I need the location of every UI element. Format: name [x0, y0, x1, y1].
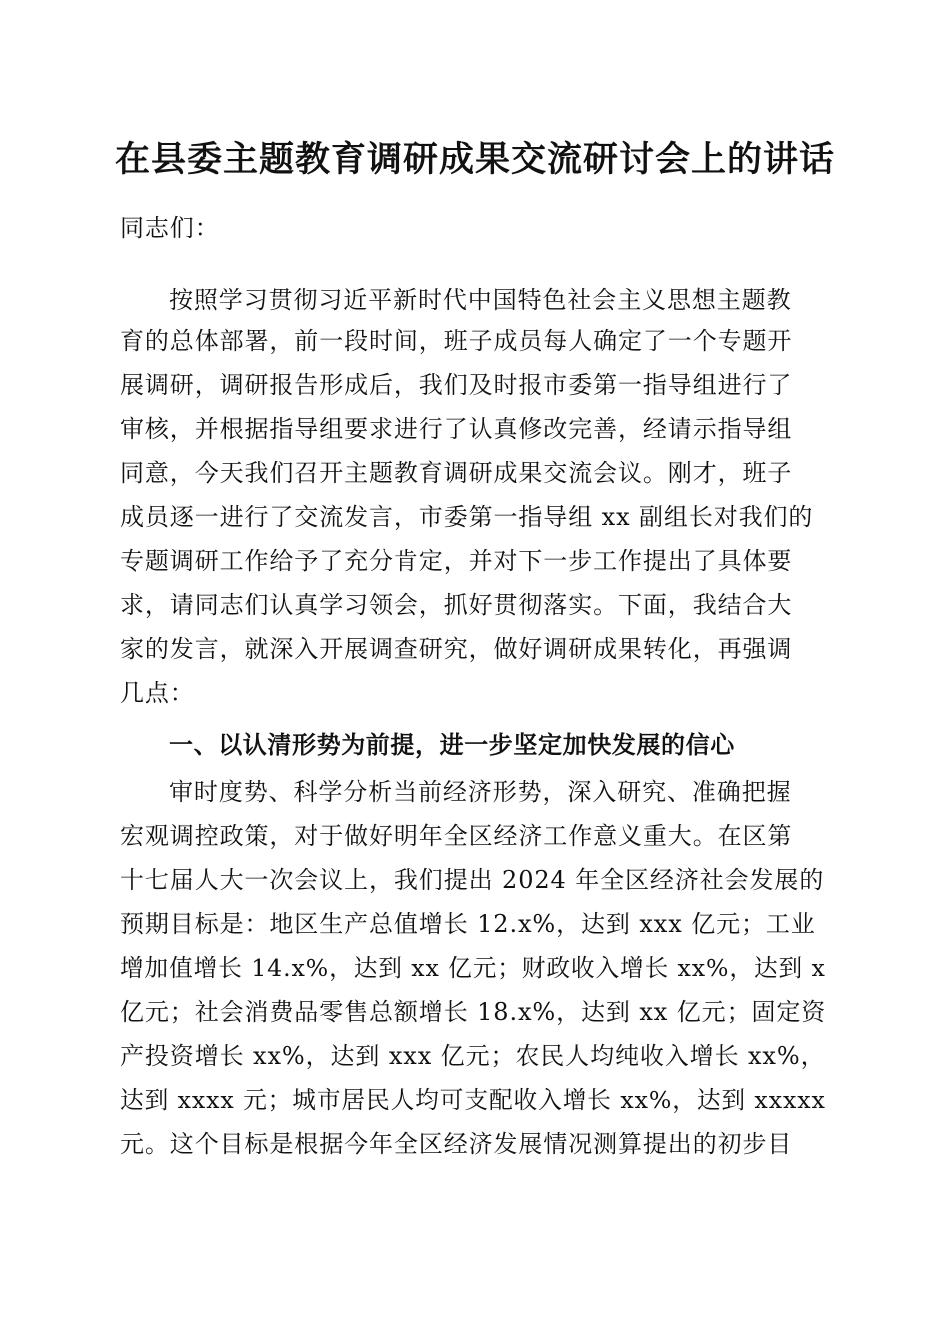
paragraph2-line: 达到 xxxx 元；城市居民人均可支配收入增长 xx%，达到 xxxxx [120, 1086, 826, 1114]
paragraph1-line: 育的总体部署，前一段时间，班子成员每人确定了一个专题开 [120, 327, 793, 355]
paragraph1-line: 几点： [120, 679, 195, 707]
paragraph2-line: 增加值增长 14.x%，达到 xx 亿元；财政收入增长 xx%，达到 x [120, 954, 826, 982]
section-heading: 一、以认清形势为前提，进一步坚定加快发展的信心 [169, 731, 735, 759]
paragraph2-line: 审时度势、科学分析当前经济形势，深入研究、准确把握 [169, 778, 792, 806]
paragraph2-line: 元。这个目标是根据今年全区经济发展情况测算提出的初步目 [120, 1130, 793, 1158]
paragraph2-line: 十七届人大一次会议上，我们提出 2024 年全区经济社会发展的 [120, 866, 825, 894]
paragraph1-line: 求，请同志们认真学习领会，抓好贯彻落实。下面，我结合大 [120, 591, 793, 619]
paragraph2-line: 宏观调控政策，对于做好明年全区经济工作意义重大。在区第 [120, 822, 793, 850]
paragraph1-line: 同意，今天我们召开主题教育调研成果交流会议。刚才，班子 [120, 459, 793, 487]
paragraph2-line: 亿元；社会消费品零售总额增长 18.x%，达到 xx 亿元；固定资 [120, 998, 827, 1026]
paragraph2-line: 预期目标是：地区生产总值增长 12.x%，达到 xxx 亿元；工业 [120, 910, 816, 938]
paragraph1-line: 专题调研工作给予了充分肯定，并对下一步工作提出了具体要 [120, 547, 793, 575]
paragraph1-line: 审核，并根据指导组要求进行了认真修改完善，经请示指导组 [120, 415, 793, 443]
paragraph1-line: 展调研，调研报告形成后，我们及时报市委第一指导组进行了 [120, 371, 793, 399]
document-title: 在县委主题教育调研成果交流研讨会上的讲话 [114, 139, 835, 180]
paragraph1-line: 按照学习贯彻习近平新时代中国特色社会主义思想主题教 [169, 286, 792, 314]
paragraph1-line: 家的发言，就深入开展调查研究，做好调研成果转化，再强调 [120, 635, 793, 663]
paragraph1-line: 成员逐一进行了交流发言，市委第一指导组 xx 副组长对我们的 [120, 503, 814, 531]
paragraph2-line: 产投资增长 xx%，达到 xxx 亿元；农民人均纯收入增长 xx%， [120, 1042, 826, 1070]
salutation: 同志们： [120, 214, 220, 242]
